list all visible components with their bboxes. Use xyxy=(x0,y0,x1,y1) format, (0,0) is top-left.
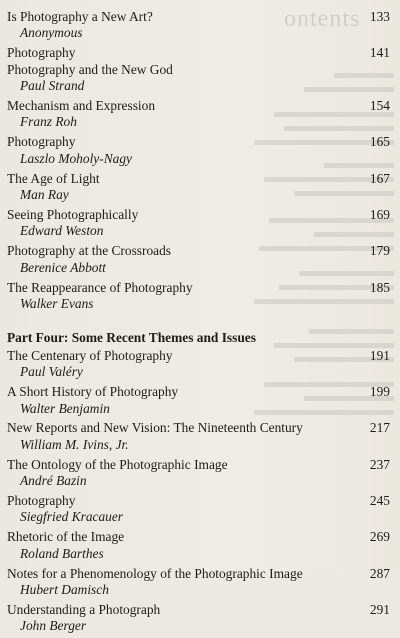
essay-title: Photography xyxy=(7,45,76,61)
essay-author: Anonymous xyxy=(20,25,83,41)
essay-author: André Bazin xyxy=(20,473,87,489)
toc-entry xyxy=(7,457,393,490)
toc-entry-line xyxy=(7,98,393,114)
toc-entry xyxy=(7,45,393,61)
essay-author: William M. Ivins, Jr. xyxy=(20,436,129,452)
toc-entry-line xyxy=(7,566,393,582)
essay-author: Laszlo Moholy-Nagy xyxy=(20,150,132,166)
toc-entry xyxy=(7,420,393,453)
toc-entry xyxy=(7,602,393,635)
essay-title: Seeing Photographically xyxy=(7,206,139,222)
part-four-heading: Part Four: Some Recent Themes and Issues xyxy=(7,330,256,346)
toc-entry-line xyxy=(7,62,393,78)
page-number: 167 xyxy=(369,170,390,186)
essay-title: The Centenary of Photography xyxy=(7,347,173,363)
toc-entry xyxy=(7,9,393,42)
toc-entry-line xyxy=(7,280,393,296)
toc-entry xyxy=(7,348,393,381)
essay-author: Paul Valéry xyxy=(20,364,83,380)
essay-title: Photography xyxy=(7,493,76,509)
toc-entry-line xyxy=(7,9,393,25)
essay-author: Walter Benjamin xyxy=(20,400,110,416)
toc-entry xyxy=(7,566,393,599)
toc-entry xyxy=(7,134,393,167)
page-number: 245 xyxy=(369,493,390,509)
essay-title: Photography and the New God xyxy=(7,61,173,77)
essay-title: The Reappearance of Photography xyxy=(7,279,193,295)
toc-entry xyxy=(7,493,393,526)
essay-author: Man Ray xyxy=(20,187,69,203)
essay-author: Siegfried Kracauer xyxy=(20,509,124,525)
page-number: 237 xyxy=(369,456,390,472)
toc-entry xyxy=(7,207,393,240)
essay-title: Is Photography a New Art? xyxy=(7,9,153,24)
page-number: 291 xyxy=(369,602,390,617)
toc-entry-line xyxy=(7,602,393,618)
page-number: 141 xyxy=(369,45,390,61)
toc-entry-line xyxy=(7,384,393,400)
page-number: 169 xyxy=(369,206,390,222)
toc-entry xyxy=(7,280,393,313)
essay-title: The Ontology of the Photographic Image xyxy=(7,456,228,472)
page-number: 165 xyxy=(369,134,390,150)
toc-entry-line xyxy=(7,207,393,223)
toc-list-part-four xyxy=(7,348,393,635)
table-of-contents xyxy=(7,9,393,638)
toc-entry-line xyxy=(7,457,393,473)
toc-entry xyxy=(7,171,393,204)
essay-title: Understanding a Photograph xyxy=(7,602,161,617)
essay-title: New Reports and New Vision: The Nineteenth Century xyxy=(7,420,303,436)
essay-author: Franz Roh xyxy=(20,114,77,130)
page-number: 191 xyxy=(369,347,390,363)
essay-title: Rhetoric of the Image xyxy=(7,529,125,545)
toc-entry-line xyxy=(7,420,393,436)
page-number: 287 xyxy=(369,565,390,581)
toc-entry-line xyxy=(7,171,393,187)
toc-entry xyxy=(7,62,393,95)
page-number: 133 xyxy=(369,9,390,24)
page-number: 217 xyxy=(369,420,390,436)
bleed-through-heading: ontents xyxy=(284,6,361,32)
toc-entry xyxy=(7,243,393,276)
page-number: 154 xyxy=(369,98,390,114)
essay-author: Roland Barthes xyxy=(20,545,104,561)
essay-title: A Short History of Photography xyxy=(7,384,179,400)
toc-entry xyxy=(7,384,393,417)
toc-entry-line xyxy=(7,134,393,150)
toc-entry-line xyxy=(7,348,393,364)
toc-entry-line xyxy=(7,243,393,259)
toc-entry xyxy=(7,98,393,131)
essay-author: John Berger xyxy=(20,618,87,634)
essay-author: Hubert Damisch xyxy=(20,582,109,598)
essay-author: Berenice Abbott xyxy=(20,259,106,275)
page-number: 269 xyxy=(369,529,390,545)
essay-title: The Age of Light xyxy=(7,170,100,186)
essay-title: Mechanism and Expression xyxy=(7,98,156,114)
toc-entry-line xyxy=(7,529,393,545)
page-number: 179 xyxy=(369,243,390,259)
page-number: 199 xyxy=(369,384,390,400)
essay-title: Photography at the Crossroads xyxy=(7,243,172,259)
essay-title: Photography xyxy=(7,134,76,150)
toc-entry-line xyxy=(7,45,393,61)
page-number: 185 xyxy=(369,279,390,295)
essay-author: Walker Evans xyxy=(20,296,94,311)
essay-author: Paul Strand xyxy=(20,78,85,94)
toc-list-part-three xyxy=(7,9,393,312)
toc-entry-line xyxy=(7,493,393,509)
essay-title: Notes for a Phenomenology of the Photographic Image xyxy=(7,565,303,581)
essay-author: Edward Weston xyxy=(20,223,104,239)
toc-entry xyxy=(7,529,393,562)
